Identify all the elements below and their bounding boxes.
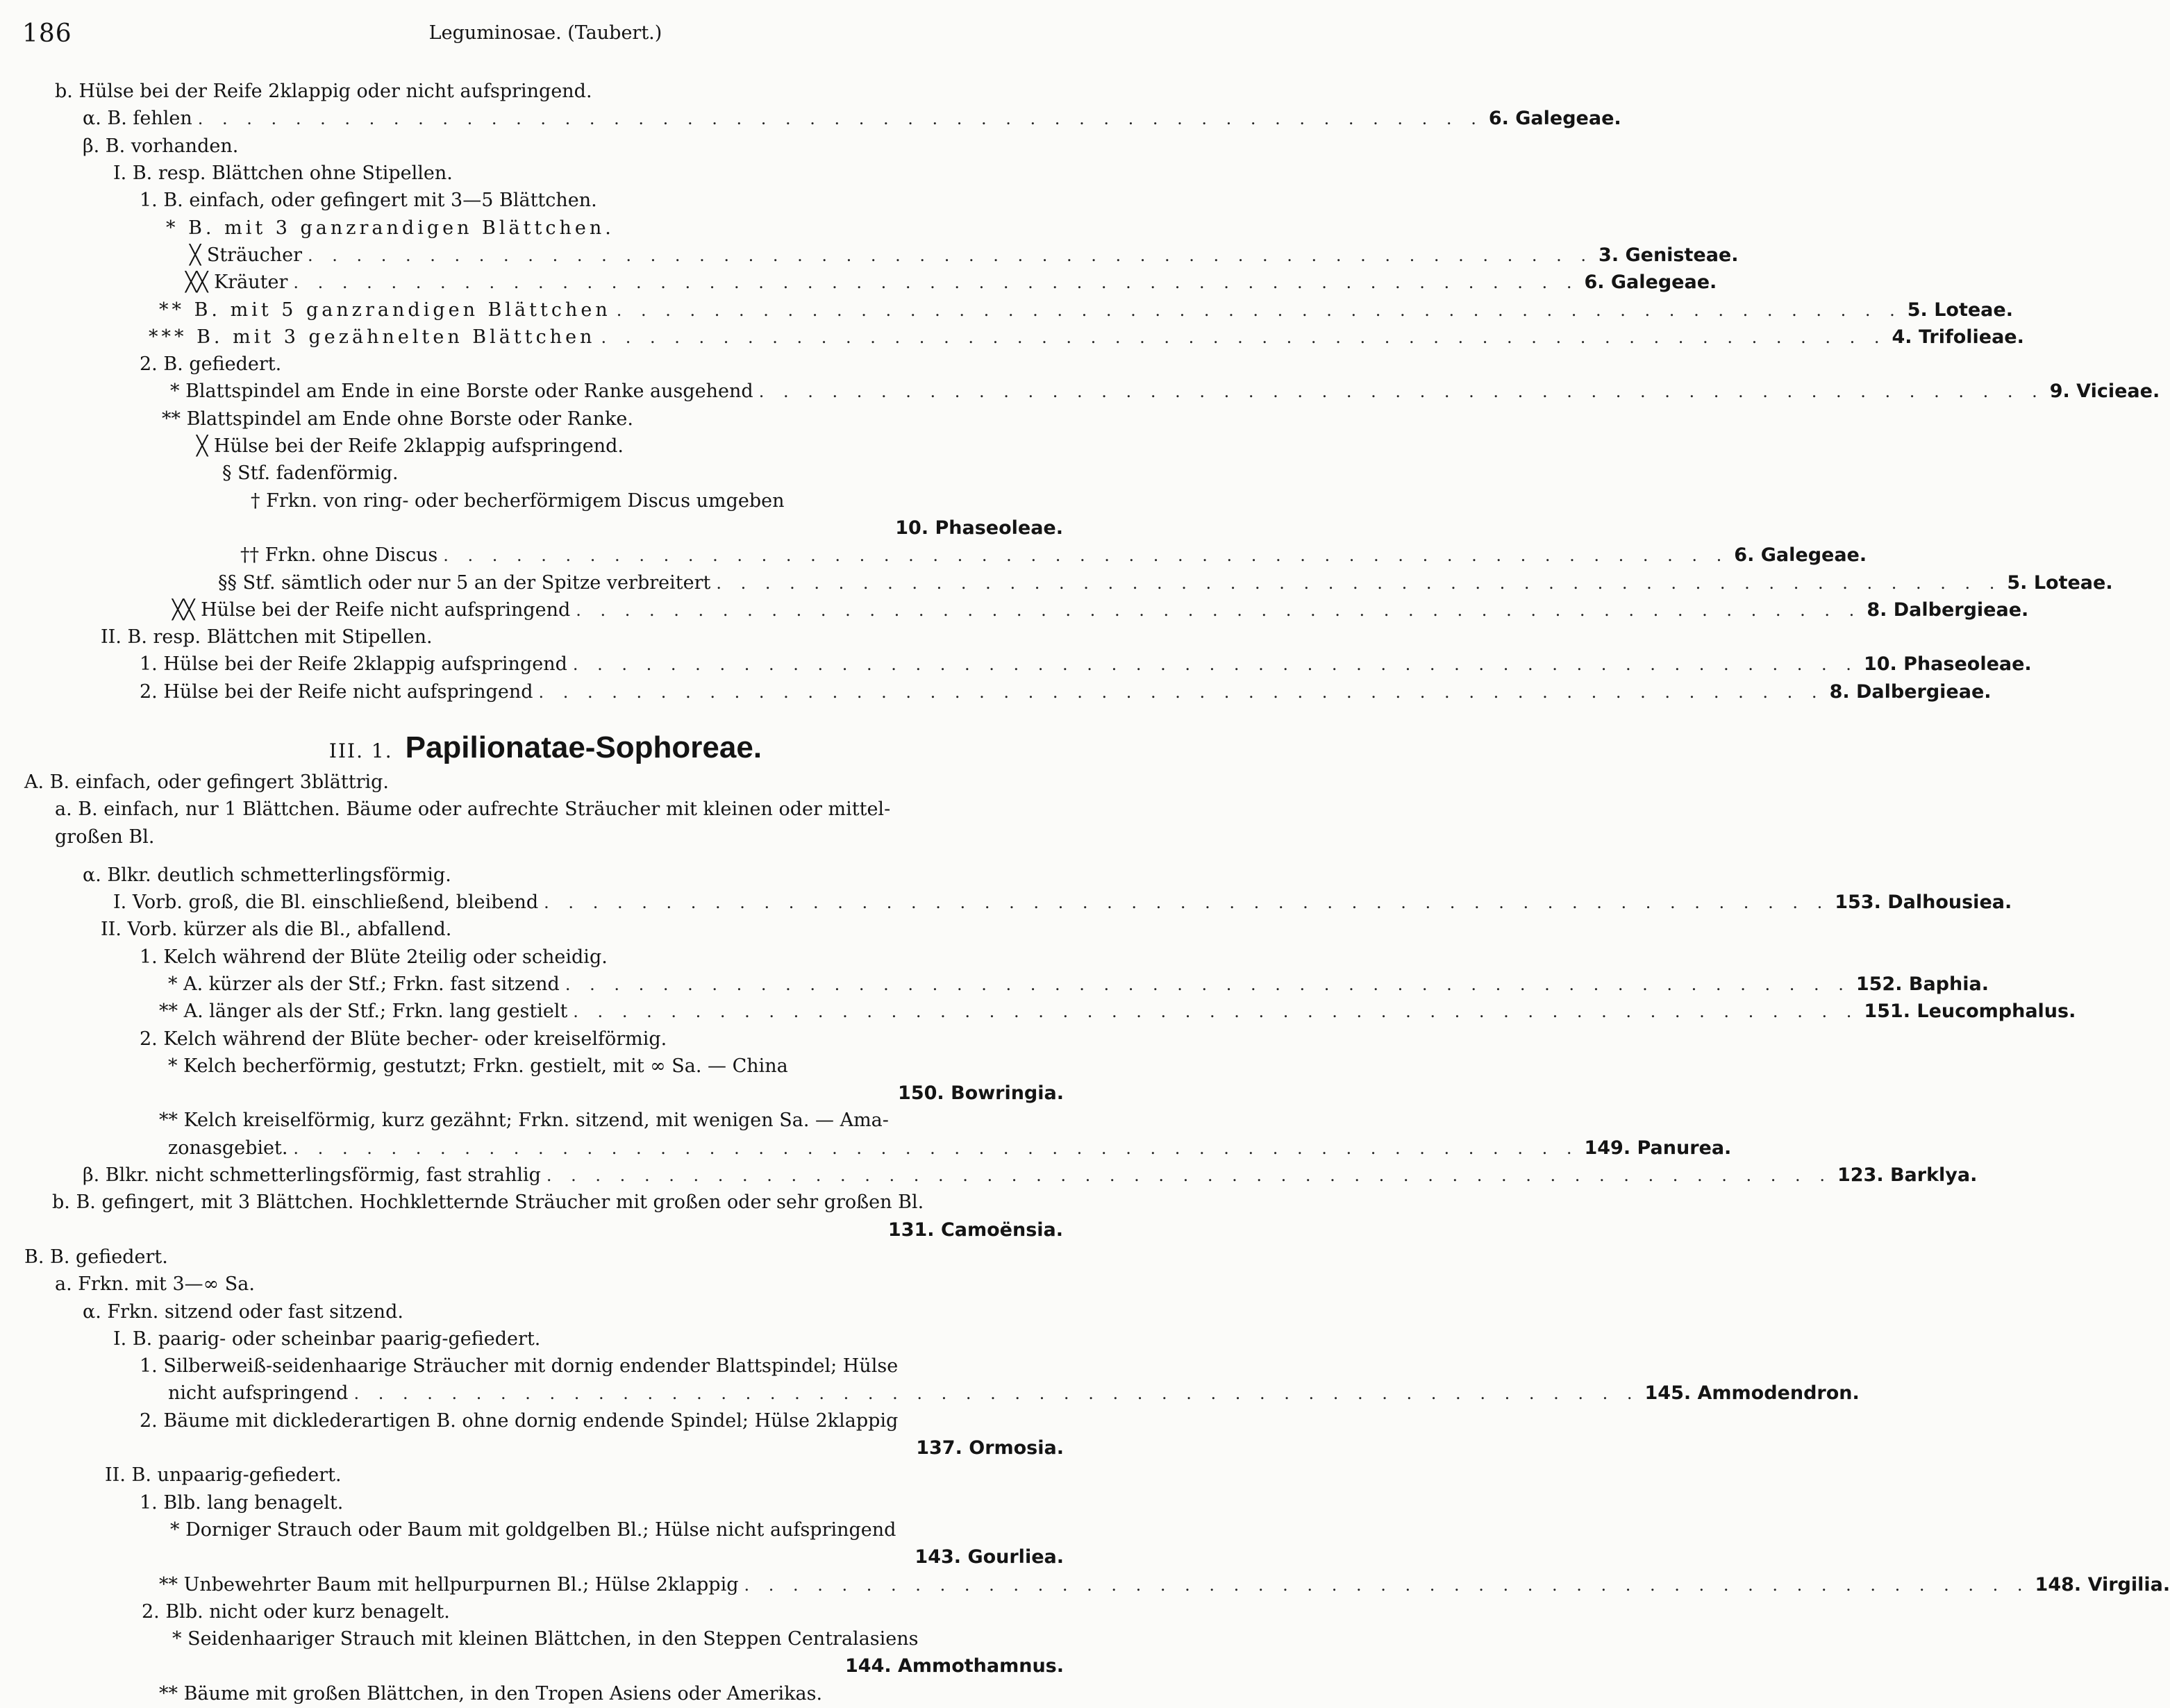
key-line-text: I. B. resp. Blättchen ohne Stipellen. bbox=[113, 162, 453, 184]
key-line bbox=[140, 1026, 1064, 1053]
key-line bbox=[170, 378, 2160, 405]
key-line bbox=[172, 1626, 1064, 1652]
tribe-result: 152. Baphia. bbox=[1855, 973, 1989, 995]
key-line bbox=[24, 769, 1064, 796]
key-line bbox=[101, 624, 1064, 651]
leader-dots: . . . . . . . . . . . . . . . . . . . . . . . . . . . . . . . . . . . . . . . . . . . . . . . . . . . . . bbox=[546, 1166, 1832, 1185]
tribe-result: 150. Bowringia. bbox=[898, 1082, 1064, 1104]
key-line-text: §§ Stf. sämtlich oder nur 5 an der Spitze verbreitert bbox=[218, 572, 711, 594]
section-heading bbox=[0, 730, 1091, 765]
key-line bbox=[83, 106, 1621, 132]
tribe-result: 5. Loteae. bbox=[1907, 299, 2013, 321]
key-line-text: ** Blattspindel am Ende ohne Borste oder Ranke. bbox=[162, 408, 633, 430]
key-line-text: 1. Hülse bei der Reife 2klappig aufspringend bbox=[140, 653, 567, 675]
key-line-text: 2. Hülse bei der Reife nicht aufspringend bbox=[140, 681, 533, 703]
key-line bbox=[140, 1408, 1064, 1434]
tribe-result: 4. Trifolieae. bbox=[1892, 326, 2024, 348]
tribe-result: 10. Phaseoleae. bbox=[1863, 653, 2032, 675]
key-line-text: ** Bäume mit großen Blättchen, in den Tropen Asiens oder Amerikas. bbox=[159, 1683, 823, 1705]
key-line-text: β. Blkr. nicht schmetterlingsförmig, fast strahlig bbox=[83, 1164, 541, 1186]
key-line-text: § Stf. fadenförmig. bbox=[222, 462, 399, 484]
key-line bbox=[251, 488, 1063, 514]
leader-dots: . . . . . . . . . . . . . . . . . . . . . . . . . . . . . . . . . . . . . . . . . . . . . . . . . . . . . bbox=[353, 1384, 1639, 1403]
key-line bbox=[166, 215, 1064, 242]
key-line bbox=[24, 1244, 1064, 1271]
key-line bbox=[251, 515, 1063, 542]
page-number: 186 bbox=[22, 19, 72, 48]
key-line-text: ** Unbewehrter Baum mit hellpurpurnen Bl.; Hülse 2klappig bbox=[159, 1574, 739, 1596]
key-line-text: ╳╳ Hülse bei der Reife nicht aufspringend bbox=[172, 599, 571, 621]
tribe-result: 6. Galegeae. bbox=[1734, 544, 1867, 566]
key-line bbox=[140, 1490, 1064, 1516]
leader-dots: . . . . . . . . . . . . . . . . . . . . . . . . . . . . . . . . . . . . . . . . . . . . . . . . . . . . . bbox=[744, 1575, 2030, 1595]
tribe-result: 137. Ormosia. bbox=[916, 1437, 1064, 1459]
key-line-text: 1. Kelch während der Blüte 2teilig oder scheidig. bbox=[140, 946, 608, 968]
tribe-result: 3. Genisteae. bbox=[1599, 244, 1739, 266]
tribe-result: 144. Ammothamnus. bbox=[845, 1655, 1064, 1677]
key-line-text: II. B. unpaarig-gefiedert. bbox=[105, 1464, 342, 1486]
key-line bbox=[240, 542, 1867, 569]
tribe-result: 10. Phaseoleae. bbox=[895, 517, 1063, 539]
leader-dots: . . . . . . . . . . . . . . . . . . . . . . . . . . . . . . . . . . . . . . . . . . . . . . . . . . . . . bbox=[538, 683, 1824, 702]
key-line bbox=[159, 1681, 1063, 1707]
key-line bbox=[172, 1653, 1064, 1680]
key-line-text: α. Frkn. sitzend oder fast sitzend. bbox=[83, 1301, 403, 1323]
tribe-result: 6. Galegeae. bbox=[1584, 271, 1717, 293]
key-line bbox=[52, 1217, 1063, 1244]
key-line-text: 1. Silberweiß-seidenhaarige Sträucher mit dornig endender Blattspindel; Hülse bbox=[140, 1355, 899, 1377]
key-line-text: 2. Blb. nicht oder kurz benagelt. bbox=[142, 1601, 450, 1623]
key-line bbox=[55, 78, 1064, 105]
key-line-text: ** Kelch kreiselförmig, kurz gezähnt; Frkn. sitzend, mit wenigen Sa. — Ama- bbox=[159, 1110, 889, 1131]
key-line bbox=[83, 1299, 1063, 1325]
key-line-text: * Blattspindel am Ende in eine Borste oder Ranke ausgehend bbox=[170, 380, 753, 402]
key-line-text: * B. mit 3 ganzrandigen Blättchen. bbox=[166, 217, 615, 239]
leader-dots: . . . . . . . . . . . . . . . . . . . . . . . . . . . . . . . . . . . . . . . . . . . . . . . . . . . . . bbox=[293, 273, 1579, 292]
key-line-text: β. B. vorhanden. bbox=[83, 135, 239, 157]
section-title: Papilionatae-Sophoreae. bbox=[405, 730, 762, 764]
key-line bbox=[140, 1435, 1064, 1462]
key-line-text: * Kelch becherförmig, gestutzt; Frkn. gestielt, mit ∞ Sa. — China bbox=[168, 1055, 788, 1077]
leader-dots: . . . . . . . . . . . . . . . . . . . . . . . . . . . . . . . . . . . . . . . . . . . . . . . . . . . . . bbox=[443, 546, 1729, 565]
key-line-text: II. Vorb. kürzer als die Bl., abfallend. bbox=[101, 919, 452, 940]
key-line bbox=[159, 1107, 1063, 1134]
key-line bbox=[168, 1135, 1732, 1162]
key-line bbox=[159, 297, 2013, 324]
key-line bbox=[149, 324, 2024, 351]
key-line-text: * A. kürzer als der Stf.; Frkn. fast sitzend bbox=[168, 973, 560, 995]
key-line bbox=[140, 1353, 1064, 1380]
key-line-text: 2. B. gefiedert. bbox=[140, 353, 282, 375]
key-line bbox=[140, 187, 1064, 214]
key-line bbox=[52, 1189, 1063, 1216]
key-line-text: b. B. gefingert, mit 3 Blättchen. Hochkletternde Sträucher mit großen oder sehr großen Bl. bbox=[52, 1191, 924, 1213]
key-line-text: ╳ Hülse bei der Reife 2klappig aufspringend. bbox=[197, 435, 624, 457]
key-line bbox=[55, 824, 1064, 851]
leader-dots: . . . . . . . . . . . . . . . . . . . . . . . . . . . . . . . . . . . . . . . . . . . . . . . . . . . . . bbox=[616, 301, 1902, 320]
key-line bbox=[168, 1380, 1860, 1407]
key-line bbox=[159, 1572, 2170, 1598]
key-line-text: † Frkn. von ring- oder becherförmigem Discus umgeben bbox=[251, 490, 785, 512]
key-line-text: a. Frkn. mit 3—∞ Sa. bbox=[55, 1273, 255, 1295]
key-line bbox=[170, 1517, 1064, 1543]
tribe-result: 151. Leucomphalus. bbox=[1864, 1000, 2076, 1022]
tribe-result: 145. Ammodendron. bbox=[1644, 1382, 1860, 1404]
key-line-text: zonasgebiet. bbox=[168, 1137, 288, 1159]
key-line bbox=[197, 433, 1064, 460]
key-line-text: großen Bl. bbox=[55, 826, 155, 848]
leader-dots: . . . . . . . . . . . . . . . . . . . . . . . . . . . . . . . . . . . . . . . . . . . . . . . . . . . . . bbox=[572, 655, 1858, 674]
tribe-result: 149. Panurea. bbox=[1584, 1137, 1732, 1159]
running-title: Leguminosae. (Taubert.) bbox=[428, 22, 662, 44]
key-line-text: *** B. mit 3 gezähnelten Blättchen bbox=[149, 326, 596, 348]
tribe-result: 153. Dalhousiea. bbox=[1835, 891, 2012, 913]
key-line-text: 2. Bäume mit dicklederartigen B. ohne dornig endende Spindel; Hülse 2klappig bbox=[140, 1410, 899, 1432]
tribe-result: 148. Virgilia. bbox=[2035, 1574, 2170, 1596]
key-line-text: a. B. einfach, nur 1 Blättchen. Bäume oder aufrechte Sträucher mit kleinen oder mittel- bbox=[55, 798, 891, 820]
leader-dots: . . . . . . . . . . . . . . . . . . . . . . . . . . . . . . . . . . . . . . . . . . . . . . . . . . . . . bbox=[758, 382, 2044, 401]
key-line bbox=[218, 570, 2113, 596]
tribe-result: 6. Galegeae. bbox=[1488, 108, 1621, 129]
key-line-text: I. B. paarig- oder scheinbar paarig-gefiedert. bbox=[113, 1328, 541, 1350]
tribe-result: 131. Camoënsia. bbox=[887, 1219, 1063, 1241]
key-line bbox=[113, 160, 1063, 187]
key-line bbox=[168, 1053, 1064, 1080]
key-line bbox=[168, 1080, 1064, 1107]
key-line bbox=[83, 133, 1063, 160]
key-line bbox=[55, 796, 1064, 823]
key-line bbox=[170, 1544, 1064, 1571]
key-line bbox=[105, 1462, 1064, 1489]
key-line bbox=[140, 944, 1064, 971]
leader-dots: . . . . . . . . . . . . . . . . . . . . . . . . . . . . . . . . . . . . . . . . . . . . . . . . . . . . . bbox=[565, 975, 1851, 994]
leader-dots: . . . . . . . . . . . . . . . . . . . . . . . . . . . . . . . . . . . . . . . . . . . . . . . . . . . . . bbox=[293, 1139, 1579, 1158]
key-line-text: ** B. mit 5 ganzrandigen Blättchen bbox=[159, 299, 611, 321]
key-line bbox=[140, 651, 2032, 678]
tribe-result: 123. Barklya. bbox=[1837, 1164, 1978, 1186]
key-line-text: 2. Kelch während der Blüte becher- oder kreiselförmig. bbox=[140, 1028, 667, 1050]
key-line bbox=[222, 460, 1063, 487]
key-line bbox=[101, 916, 1064, 943]
tribe-result: 9. Vicieae. bbox=[2049, 380, 2160, 402]
key-line-text: α. Blkr. deutlich schmetterlingsförmig. bbox=[83, 864, 451, 886]
key-line-text: 1. Blb. lang benagelt. bbox=[140, 1492, 344, 1514]
key-line bbox=[113, 1326, 1063, 1353]
key-line-text: α. B. fehlen bbox=[83, 108, 192, 129]
key-line-text: * Dorniger Strauch oder Baum mit goldgelben Bl.; Hülse nicht aufspringend bbox=[170, 1519, 896, 1541]
key-line bbox=[113, 889, 2012, 916]
key-line-text: †† Frkn. ohne Discus bbox=[240, 544, 438, 566]
tribe-result: 5. Loteae. bbox=[2007, 572, 2113, 594]
key-line-text: II. B. resp. Blättchen mit Stipellen. bbox=[101, 626, 433, 648]
key-line bbox=[142, 1599, 1063, 1625]
leader-dots: . . . . . . . . . . . . . . . . . . . . . . . . . . . . . . . . . . . . . . . . . . . . . . . . . . . . . bbox=[573, 1002, 1859, 1021]
key-line bbox=[159, 998, 2076, 1025]
leader-dots: . . . . . . . . . . . . . . . . . . . . . . . . . . . . . . . . . . . . . . . . . . . . . . . . . . . . . bbox=[197, 109, 1483, 128]
key-line-text: nicht aufspringend bbox=[168, 1382, 349, 1404]
leader-dots: . . . . . . . . . . . . . . . . . . . . . . . . . . . . . . . . . . . . . . . . . . . . . . . . . . . . . bbox=[307, 246, 1594, 265]
key-line-text: I. Vorb. groß, die Bl. einschließend, bleibend bbox=[113, 891, 539, 913]
key-line-text: ╳ Sträucher bbox=[190, 244, 302, 266]
key-line-text: B. B. gefiedert. bbox=[24, 1246, 168, 1268]
key-line bbox=[55, 1271, 1064, 1298]
leader-dots: . . . . . . . . . . . . . . . . . . . . . . . . . . . . . . . . . . . . . . . . . . . . . . . . . . . . . bbox=[576, 601, 1862, 620]
key-line bbox=[162, 406, 1064, 433]
leader-dots: . . . . . . . . . . . . . . . . . . . . . . . . . . . . . . . . . . . . . . . . . . . . . . . . . . . . . bbox=[601, 328, 1887, 347]
key-line-text: A. B. einfach, oder gefingert 3blättrig. bbox=[24, 771, 390, 793]
key-line bbox=[140, 351, 1064, 378]
key-line bbox=[140, 679, 1992, 705]
tribe-result: 8. Dalbergieae. bbox=[1829, 681, 1992, 703]
key-line bbox=[190, 242, 1739, 269]
key-line-text: ╳╳ Kräuter bbox=[185, 271, 288, 293]
key-line bbox=[172, 597, 2029, 623]
key-line bbox=[83, 862, 1063, 889]
tribe-result: 143. Gourliea. bbox=[915, 1546, 1064, 1568]
leader-dots: . . . . . . . . . . . . . . . . . . . . . . . . . . . . . . . . . . . . . . . . . . . . . . . . . . . . . bbox=[716, 573, 2002, 593]
leader-dots: . . . . . . . . . . . . . . . . . . . . . . . . . . . . . . . . . . . . . . . . . . . . . . . . . . . . . bbox=[544, 893, 1830, 912]
key-line-text: b. Hülse bei der Reife 2klappig oder nicht aufspringend. bbox=[55, 81, 592, 102]
key-line bbox=[168, 971, 1989, 998]
section-number: III. 1. bbox=[328, 739, 393, 762]
page-header bbox=[0, 19, 1091, 54]
tribe-result: 8. Dalbergieae. bbox=[1867, 599, 2029, 621]
key-line bbox=[83, 1162, 1978, 1189]
key-line-text: * Seidenhaariger Strauch mit kleinen Blättchen, in den Steppen Centralasiens bbox=[172, 1628, 919, 1650]
key-line-text: ** A. länger als der Stf.; Frkn. lang gestielt bbox=[159, 1000, 568, 1022]
key-line-text: 1. B. einfach, oder gefingert mit 3—5 Blättchen. bbox=[140, 190, 597, 211]
key-line bbox=[185, 269, 1717, 296]
